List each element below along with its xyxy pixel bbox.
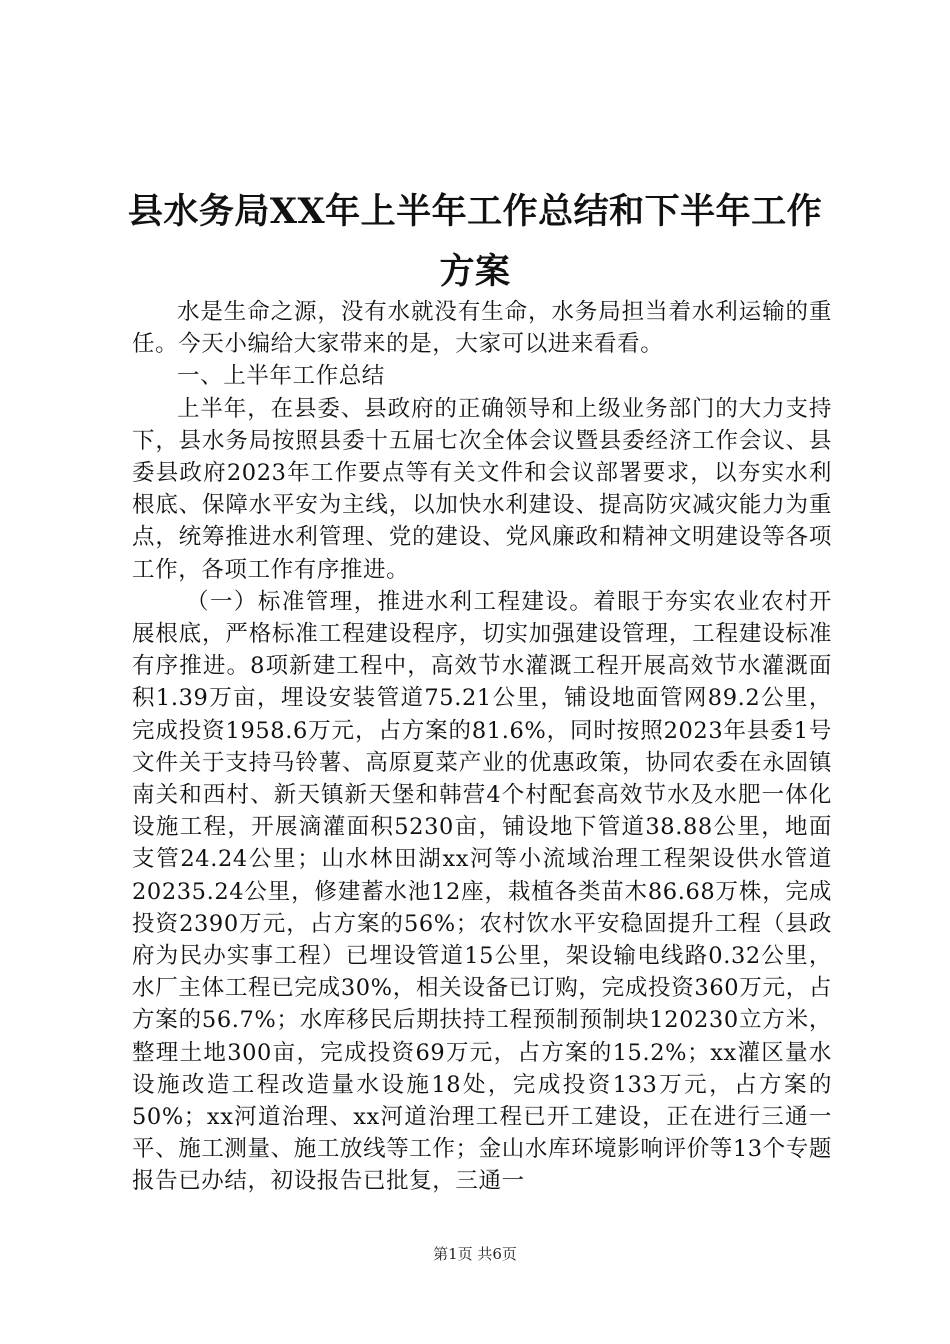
intro-paragraph: 水是生命之源，没有水就没有生命，水务局担当着水利运输的重任。今天小编给大家带来的是，大家可以进来看看。: [132, 299, 832, 358]
document-body: [132, 296, 832, 1198]
section-heading: 一、上半年工作总结: [177, 363, 385, 390]
page-footer: 第1页 共6页: [433, 1245, 517, 1263]
summary-paragraph: 上半年，在县委、县政府的正确领导和上级业务部门的大力支持下，县水务局按照县委十五届七次全体会议暨县委经济工作会议、县委县政府2023年工作要点等有关文件和会议部署要求，以夯实水利根底、保障水平安为主线，以加快水利建设、提高防灾减灾能力为重点，统筹推进水利管理、党的建设、党风廉政和精神文明建设等各项工作，各项工作有序推进。: [132, 395, 832, 583]
document-title: 县水务局XX年上半年工作总结和下半年工作方案: [127, 191, 823, 292]
subsection-paragraph: （一）标准管理，推进水利工程建设。着眼于夯实农业农村开展根底，严格标准工程建设程序，切实加强建设管理，工程建设标准有序推进。8项新建工程中，高效节水灌溉工程开展高效节水灌溉面积1.39万亩，埋设安装管道75.21公里，铺设地面管网89.2公里，完成投资1958.6万元，占方案的81.6%，同时按照2023年县委1号文件关于支持马铃薯、高原夏菜产业的优惠政策，协同农委在永固镇南关和西村、新天镇新天堡和韩营4个村配套高效节水及水肥一体化设施工程，开展滴灌面积5230亩，铺设地下管道38.88公里，地面支管24.24公里；山水林田湖xx河等小流域治理工程架设供水管道20235.24公里，修建蓄水池12座，栽植各类苗木86.68万株，完成投资2390万元，占方案的56%；农村饮水平安稳固提升工程（县政府为民办实事工程）已埋设管道15公里，架设输电线路0.32公里，水厂主体工程已完成30%，相关设备已订购，完成投资360万元，占方案的56.7%；水库移民后期扶持工程预制预制块120230立方米，整理土地300亩，完成投资69万元，占方案的15.2%；xx灌区量水设施改造工程改造量水设施18处，完成投资133万元，占方案的50%；xx河道治理、xx河道治理工程已开工建设，正在进行三通一平、施工测量、施工放线等工作；金山水库环境影响评价等13个专题报告已办结，初设报告已批复，三通一: [132, 588, 832, 1195]
